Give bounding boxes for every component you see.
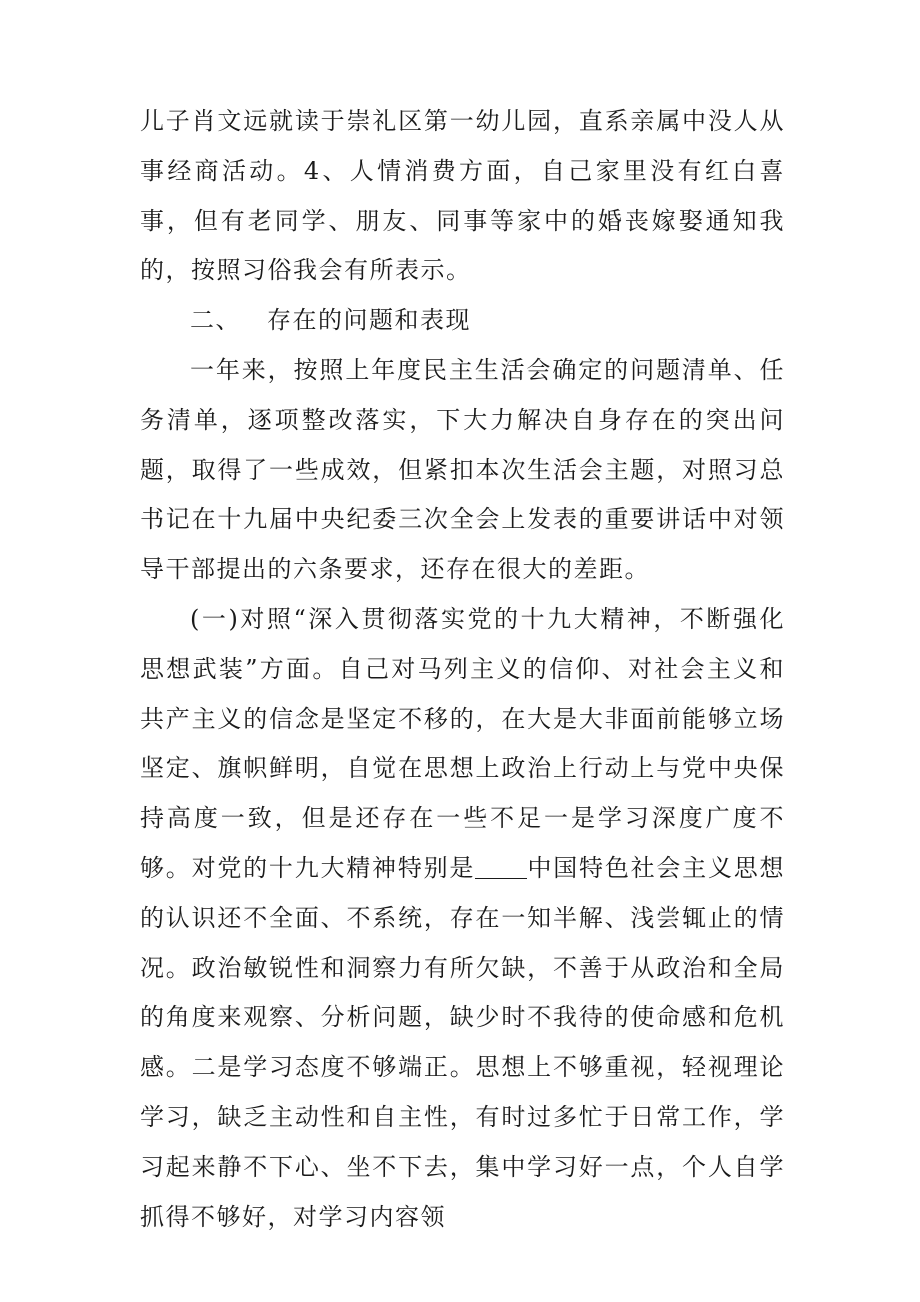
paragraph-year-review: 一年来，按照上年度民主生活会确定的问题清单、任务清单，逐项整改落实，下大力解决自身存在的突出问题，取得了一些成效，但紧扣本次生活会主题，对照习总书记在十九届中央纪委三次全会上发表的重要讲话中对领导干部提出的六条要求，还存在很大的差距。 bbox=[140, 355, 785, 584]
paragraph-text-after-blank: 中国特色社会主义思想的认识还不全面、不系统，存在一知半解、浅尝辄止的情况。政治敏锐性和洞察力有所欠缺，不善于从政治和全局的角度来观察、分析问题，缺少时不我待的使命感和危机感。二是学习态度不够端正。思想上不够重视，轻视理论学习，缺乏主动性和自主性，有时过多忙于日常工作，学习起来静不下心、坐不下去，集中学习好一点，个人自学抓得不够好，对学习内容领 bbox=[140, 853, 786, 1231]
blank-underline bbox=[475, 854, 527, 879]
paragraph-ideological-arming bbox=[140, 595, 785, 1242]
paragraph-text-before-blank: (一)对照“深入贯彻落实党的十九大精神，不断强化思想武装”方面。自己对马列主义的信仰、对社会主义和共产主义的信念是坚定不移的，在大是大非面前能够立场坚定、旗帜鲜明，自觉在思想上政治上行动上与党中央保持高度一致，但是还存在一些不足一是学习深度广度不够。对党的十九大精神特别是 bbox=[140, 604, 785, 882]
paragraph-family-and-gifts: 儿子肖文远就读于崇礼区第一幼儿园，直系亲属中没人从事经商活动。4、人情消费方面，自己家里没有红白喜事，但有老同学、朋友、同事等家中的婚丧嫁娶通知我的，按照习俗我会有所表示。 bbox=[140, 107, 785, 285]
section-number: 二、 bbox=[190, 306, 241, 335]
section-title: 存在的问题和表现 bbox=[267, 306, 471, 335]
section-heading-problems bbox=[140, 296, 785, 346]
document-body bbox=[140, 97, 785, 1242]
